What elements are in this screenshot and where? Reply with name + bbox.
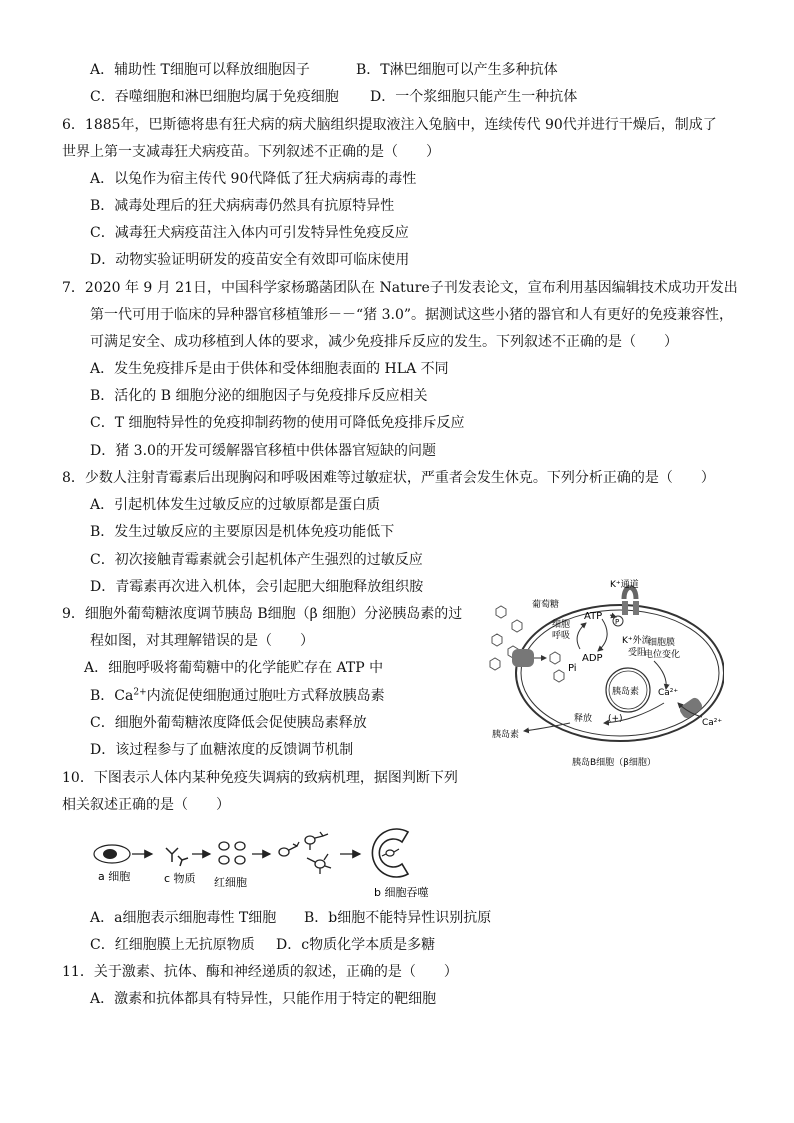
insulin-inner-label: 胰岛素 bbox=[612, 687, 640, 697]
q11-stem-line1: 11．关于激素、抗体、酶和神经递质的叙述，正确的是（ ） bbox=[62, 964, 458, 980]
q8-option-b: B．发生过敏反应的主要原因是机体免疫功能低下 bbox=[90, 524, 395, 540]
q7-stem-line2: 第一代可用于临床的异种器官移植雏形－－“猪 3.0”。据测试这些小猪的器官和人有更好的免疫兼容性， bbox=[90, 307, 734, 323]
q11-option-a: A．激素和抗体都具有特异性，只能作用于特定的靶细胞 bbox=[90, 991, 437, 1007]
ca-out-label: Ca²⁺ bbox=[702, 718, 723, 728]
b-cell-label: b 细胞吞噬 bbox=[374, 886, 429, 899]
q5-option-b: B．T淋巴细胞可以产生多种抗体 bbox=[356, 62, 558, 78]
q7-stem-line1: 7．2020 年 9 月 21日，中国科学家杨璐菡团队在 Nature子刊发表论文，宣布利用基因编辑技术成功开发出 bbox=[62, 280, 738, 296]
figure-caption: 胰岛B细胞（β细胞） bbox=[572, 758, 656, 768]
q9-option-b-sup: 2+ bbox=[133, 687, 147, 698]
q8-option-a: A．引起机体发生过敏反应的过敏原都是蛋白质 bbox=[90, 497, 381, 513]
q7-option-c: C．T 细胞特异性的免疫抑制药物的使用可降低免疫排斥反应 bbox=[90, 415, 465, 431]
q10-stem-line1: 10．下图表示人体内某种免疫失调病的致病机理，据图判断下列 bbox=[62, 770, 458, 786]
q9-option-d: D．该过程参与了血糖浓度的反馈调节机制 bbox=[90, 742, 354, 758]
glucose-label: 葡萄糖 bbox=[532, 600, 560, 610]
immune-disorder-diagram bbox=[88, 826, 448, 902]
q6-option-d: D．动物实验证明研发的疫苗安全有效即可临床使用 bbox=[90, 252, 410, 268]
q9-option-b-base: B．Ca bbox=[90, 688, 134, 704]
k-efflux-label-2: 受阻 bbox=[628, 648, 647, 658]
q9-option-b-rest: 内流促使细胞通过胞吐方式释放胰岛素 bbox=[146, 688, 385, 704]
q9-stem-line1: 9．细胞外葡萄糖浓度调节胰岛 B细胞（β 细胞）分泌胰岛素的过 bbox=[62, 606, 463, 622]
q5-option-a: A．辅助性 T细胞可以释放细胞因子 bbox=[90, 62, 310, 78]
membrane-label-1: 细胞膜 bbox=[648, 638, 676, 648]
q6-option-b: B．减毒处理后的狂犬病病毒仍然具有抗原特异性 bbox=[90, 198, 395, 214]
ca-in-label: Ca²⁺ bbox=[658, 688, 679, 698]
q6-option-a: A．以兔作为宿主传代 90代降低了狂犬病病毒的毒性 bbox=[90, 171, 417, 187]
q6-stem-line1: 6．1885年，巴斯德将患有狂犬病的病犬脑组织提取液注入兔脑中，连续传代 90代并进行干燥后，制成了 bbox=[62, 117, 717, 133]
bound-complex-icon bbox=[279, 832, 331, 874]
k-channel-label: K⁺通道 bbox=[610, 580, 639, 590]
beta-cell-diagram bbox=[484, 577, 724, 773]
q10-option-c: C．红细胞膜上无抗原物质 bbox=[90, 937, 255, 953]
rbc-label: 红细胞 bbox=[214, 876, 247, 889]
red-blood-cell-icon bbox=[219, 842, 245, 864]
k-efflux-label-1: K⁺外流 bbox=[622, 636, 651, 646]
adp-label: ADP bbox=[582, 653, 603, 664]
c-substance-label: c 物质 bbox=[164, 872, 196, 885]
respiration-label-1: 细胞 bbox=[552, 620, 571, 630]
b-cell-phagocyte bbox=[372, 829, 408, 877]
q8-stem-line1: 8．少数人注射青霉素后出现胸闷和呼吸困难等过敏症状，严重者会发生休克。下列分析正确的是（ ） bbox=[62, 470, 715, 486]
release-label: 释放 bbox=[574, 714, 593, 724]
a-cell-label: a 细胞 bbox=[98, 870, 131, 883]
q9-option-b bbox=[90, 686, 385, 706]
respiration-label-2: 呼吸 bbox=[552, 631, 571, 641]
membrane-label-2: 电位变化 bbox=[644, 650, 681, 660]
q10-option-a: A．a细胞表示细胞毒性 T细胞 bbox=[90, 910, 277, 926]
pi-label: Pi bbox=[568, 663, 577, 674]
q10-option-d: D．c物质化学本质是多糖 bbox=[276, 937, 436, 953]
q7-option-b: B．活化的 B 细胞分泌的细胞因子与免疫排斥反应相关 bbox=[90, 388, 428, 404]
q6-stem-line2: 世界上第一支减毒狂犬病疫苗。下列叙述不正确的是（ ） bbox=[62, 144, 440, 160]
q5-option-c: C．吞噬细胞和淋巴细胞均属于免疫细胞 bbox=[90, 89, 339, 105]
q10-option-b: B．b细胞不能特异性识别抗原 bbox=[304, 910, 492, 926]
atp-label: ATP bbox=[584, 611, 603, 622]
q8-option-c: C．初次接触青霉素就会引起机体产生强烈的过敏反应 bbox=[90, 552, 423, 568]
q7-option-a: A．发生免疫排斥是由于供体和受体细胞表面的 HLA 不同 bbox=[90, 361, 449, 377]
q9-option-a: A．细胞呼吸将葡萄糖中的化学能贮存在 ATP 中 bbox=[84, 660, 384, 676]
p-label: P bbox=[615, 618, 620, 626]
q9-stem-line2: 程如图，对其理解错误的是（ ） bbox=[90, 633, 314, 649]
q10-stem-line2: 相关叙述正确的是（ ） bbox=[62, 797, 230, 813]
plus-label: (+) bbox=[608, 714, 623, 724]
q5-option-d: D．一个浆细胞只能产生一种抗体 bbox=[370, 89, 578, 105]
q9-option-c: C．细胞外葡萄糖浓度降低会促使胰岛素释放 bbox=[90, 715, 367, 731]
glucose-transporter-icon bbox=[512, 649, 534, 667]
antibody-icon bbox=[166, 848, 188, 866]
q7-stem-line3: 可满足安全、成功移植到人体的要求，减少免疫排斥反应的发生。下列叙述不正确的是（ ） bbox=[90, 334, 678, 350]
q7-option-d: D．猪 3.0的开发可缓解器官移植中供体器官短缺的问题 bbox=[90, 443, 436, 459]
q8-option-d: D．青霉素再次进入机体，会引起肥大细胞释放组织胺 bbox=[90, 579, 424, 595]
q6-option-c: C．减毒狂犬病疫苗注入体内可引发特异性免疫反应 bbox=[90, 225, 409, 241]
insulin-out-label: 胰岛素 bbox=[492, 730, 520, 740]
